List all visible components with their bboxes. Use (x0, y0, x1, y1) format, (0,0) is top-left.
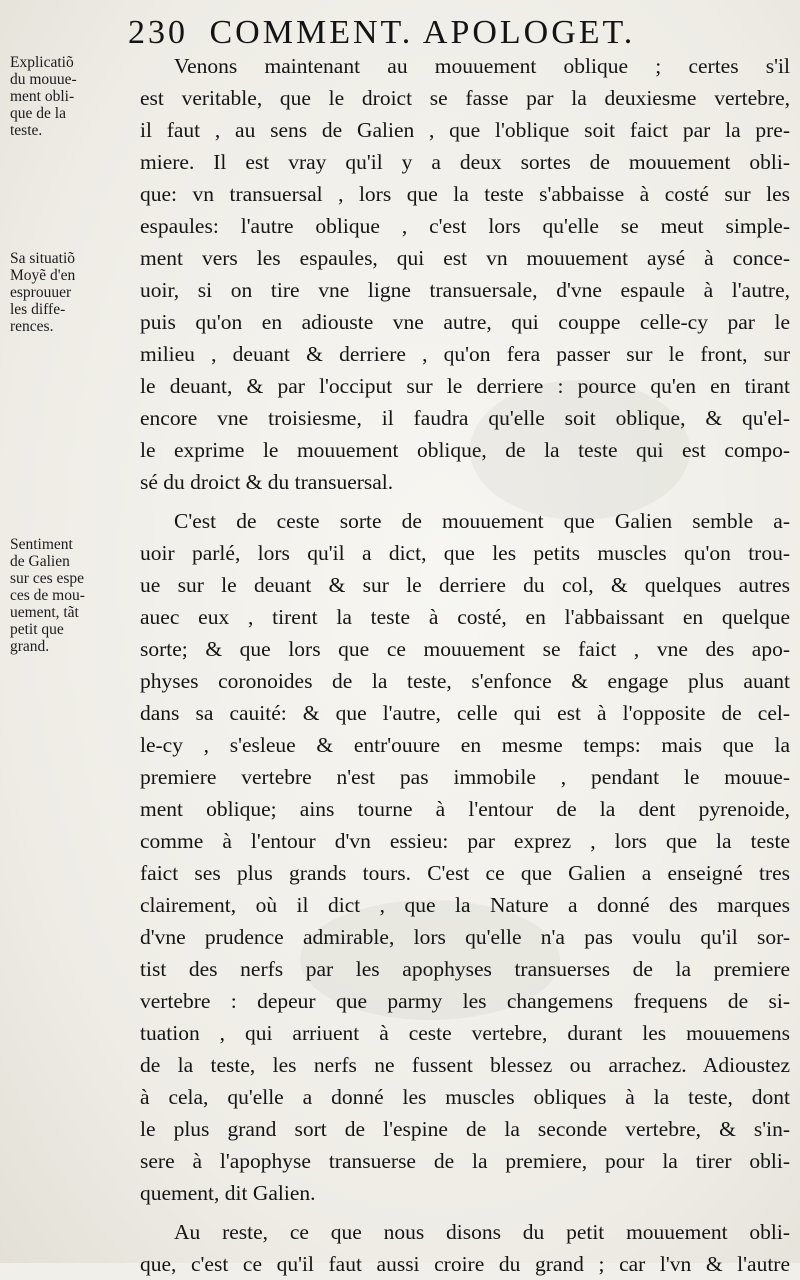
text-line: ment vers les espaules, qui est vn mouuement aysé à conce- (140, 246, 790, 270)
text-line: uoir, si on tire vne ligne transuersale, d'vne espaule à l'autre, (140, 278, 790, 302)
text-line: Venons maintenant au mouuement oblique ; certes s'il (174, 54, 790, 78)
text-line: milieu , deuant & derriere , qu'on fera passer sur le front, sur (140, 342, 790, 366)
text-line: ment oblique; ains tourne à l'entour de la dent pyrenoide, (140, 797, 790, 821)
text-line: le-cy , s'esleue & entr'ouure en mesme temps: mais que la (140, 733, 790, 757)
running-title: COMMENT. APOLOGET. (209, 14, 636, 51)
paragraph (140, 505, 790, 1209)
margin-note (10, 54, 128, 139)
text-line: d'vne prudence admirable, lors qu'elle n'a pas voulu qu'il sor- (140, 925, 790, 949)
margin-note-line: teste. (10, 122, 43, 139)
text-line: est veritable, que le droict se fasse par la deuxiesme vertebre, (140, 86, 790, 110)
text-line: encore vne troisiesme, il faudra qu'elle soit oblique, & qu'el- (140, 406, 790, 430)
text-line: tist des nerfs par les apophyses transuerses de la premiere (140, 957, 790, 981)
text-line: faict ses plus grands tours. C'est ce que Galien a enseigné tres (140, 861, 790, 885)
text-line: ue sur le deuant & sur le derriere du col, & quelques autres (140, 573, 790, 597)
margin-note-line: de Galien (10, 553, 70, 570)
text-line: le deuant, & par l'occiput sur le derriere : pource qu'en en tirant (140, 374, 790, 398)
text-line: auec eux , tirent la teste à costé, en l'abbaissant en quelque (140, 605, 790, 629)
margin-note-line: Moyẽ d'en (10, 267, 76, 284)
paragraph (140, 50, 790, 498)
margin-note-line: Explicatiõ (10, 54, 74, 71)
text-line: C'est de ceste sorte de mouuement que Galien semble a- (174, 509, 790, 533)
text-line: de la teste, les nerfs ne fussent blessez ou arrachez. Adioustez (140, 1053, 790, 1077)
margin-note-line: uement, tãt (10, 604, 79, 621)
margin-note-line: ces de mou- (10, 587, 85, 604)
text-line: clairement, où il dict , que la Nature a donné des marques (140, 893, 790, 917)
text-line: à cela, qu'elle a donné les muscles obliques à la teste, dont (140, 1085, 790, 1109)
text-line: premiere vertebre n'est pas immobile , pendant le mouue- (140, 765, 790, 789)
margin-note-line: grand. (10, 638, 50, 655)
text-line: sorte; & que lors que ce mouuement se faict , vne des apo- (140, 637, 790, 661)
margin-note-line: Sentiment (10, 536, 73, 553)
text-line: quement, dit Galien. (140, 1181, 316, 1205)
text-line: tuation , qui arriuent à ceste vertebre, durant les mouuemens (140, 1021, 790, 1045)
margin-note-line: du mouue- (10, 71, 77, 88)
text-line: Au reste, ce que nous disons du petit mouuement obli- (174, 1220, 790, 1244)
text-line: espaules: l'autre oblique , c'est lors qu'elle se meut simple- (140, 214, 790, 238)
margin-note-line: que de la (10, 105, 66, 122)
text-line: physes coronoides de la teste, s'enfonce & engage plus auant (140, 669, 790, 693)
margin-note (10, 536, 128, 655)
text-line: vertebre : depeur que parmy les changemens frequens de si- (140, 989, 790, 1013)
margin-note-line: ment obli- (10, 88, 75, 105)
margin-note-line: petit que (10, 621, 64, 638)
text-line: sé du droict & du transuersal. (140, 470, 394, 494)
margin-note-line: les diffe- (10, 301, 66, 318)
paragraph (140, 1216, 790, 1280)
margin-note-line: sur ces espe (10, 570, 85, 587)
main-text (140, 50, 790, 1280)
text-line: que: vn transuersal , lors que la teste s'abbaisse à costé sur les (140, 182, 790, 206)
text-line: miere. Il est vray qu'il y a deux sortes de mouuement obli- (140, 150, 790, 174)
page-number: 230 (128, 14, 188, 51)
text-line: il faut , au sens de Galien , que l'oblique soit faict par la pre- (140, 118, 790, 142)
text-line: uoir parlé, lors qu'il a dict, que les petits muscles qu'on trou- (140, 541, 790, 565)
text-line: puis qu'on en adiouste vne autre, qui couppe celle-cy par le (140, 310, 790, 334)
text-line: comme à l'entour d'vn essieu: par exprez , lors que la teste (140, 829, 790, 853)
margin-note-line: Sa situatiõ (10, 250, 76, 267)
text-line: le plus grand sort de l'espine de la seconde vertebre, & s'in- (140, 1117, 790, 1141)
text-line: sere à l'apophyse transuerse de la premiere, pour la tirer obli- (140, 1149, 790, 1173)
margin-note-line: esprouuer (10, 284, 72, 301)
text-line: le exprime le mouuement oblique, de la teste qui est compo- (140, 438, 790, 462)
margin-note (10, 250, 128, 335)
margin-note-line: rences. (10, 318, 54, 335)
text-line: dans sa cauité: & que l'autre, celle qui est à l'opposite de cel- (140, 701, 790, 725)
text-line: que, c'est ce qu'il faut aussi croire du grand ; car l'vn & l'autre (140, 1252, 790, 1276)
